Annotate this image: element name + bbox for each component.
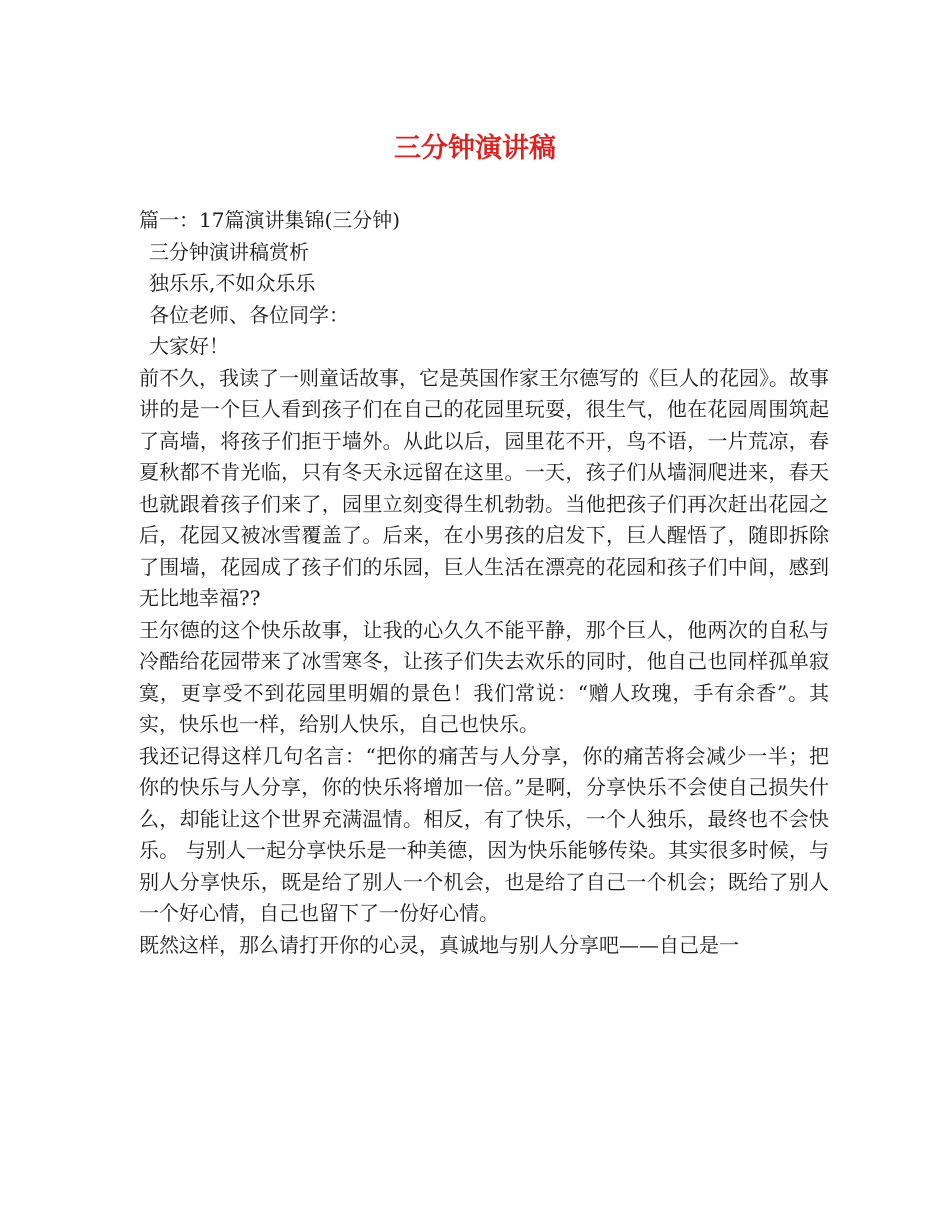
speech-subtitle: 独乐乐,不如众乐乐 [149,271,316,295]
section-heading: 篇一：17篇演讲集锦(三分钟) [139,208,401,232]
paragraph: 既然这样，那么请打开你的心灵，真诚地与别人分享吧——自己是一 [139,932,739,957]
paragraph: 前不久，我读了一则童话故事，它是英国作家王尔德写的《巨人的花园》。故事讲的是一个巨人看到孩子们在自己的花园里玩耍，很生气，他在花园周围筑起了高墙，将孩子们拒于墙外。从此以后，园里花不开，鸟不语，一片荒凉，春夏秋都不肯光临，只有冬天永远留在这里。一天，孩子们从墙洞爬进来，春天也就跟着孩子们来了，园里立刻变得生机勃勃。当他把孩子们再次赶出花园之后，花园又被冰雪覆盖了。后来，在小男孩的启发下，巨人醒悟了，随即拆除了围墙，花园成了孩子们的乐园，巨人生活在漂亮的花园和孩子们中间，感到无比地幸福?? [139,365,829,610]
speech-title: 三分钟演讲稿赏析 [149,239,309,264]
paragraph: 我还记得这样几句名言：“把你的痛苦与人分享，你的痛苦将会减少一半；把你的快乐与人分享，你的快乐将增加一倍。”是啊，分享快乐不会使自己损失什么，却能让这个世界充满温情。相反，有了快乐，一个人独乐，最终也不会快乐。 与别人一起分享快乐是一种美德，因为快乐能够传染。其实很多时候，与别人分享快乐，既是给了别人一个机会，也是给了自己一个机会；既给了别人一个好心情，自己也留下了一份好心情。 [139,743,829,925]
greeting: 大家好！ [149,334,229,358]
salutation: 各位老师、各位同学： [149,302,349,327]
document-title: 三分钟演讲稿 [394,133,556,164]
document-body [139,205,829,961]
paragraph: 王尔德的这个快乐故事，让我的心久久不能平静，那个巨人，他两次的自私与冷酷给花园带来了冰雪寒冬，让孩子们失去欢乐的同时，他自己也同样孤单寂寞，更享受不到花园里明媚的景色！我们常说：“赠人玫瑰，手有余香”。其实，快乐也一样，给别人快乐，自己也快乐。 [139,617,829,736]
